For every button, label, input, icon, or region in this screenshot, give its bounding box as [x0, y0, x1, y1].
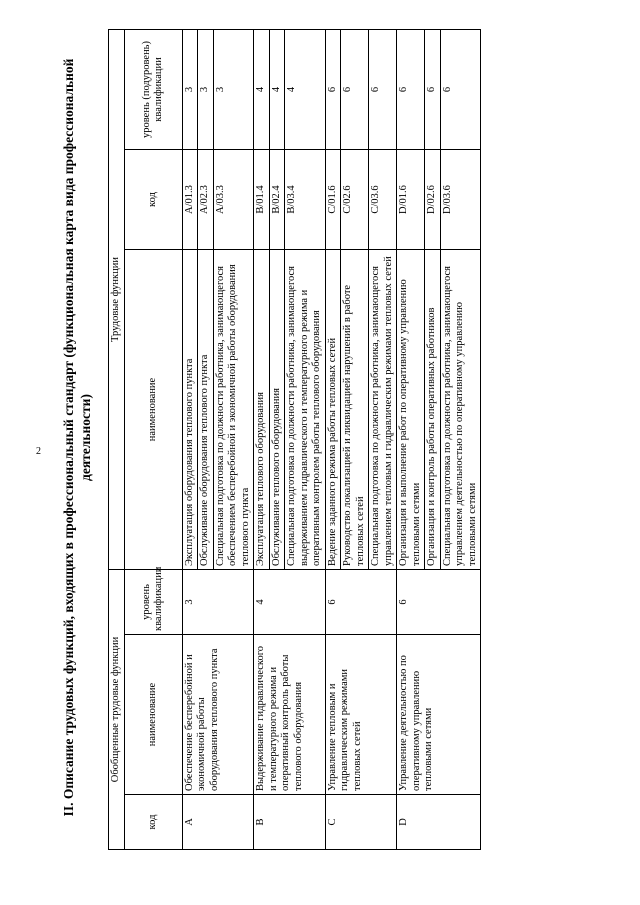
table-row: [254, 29, 270, 849]
group-level: 6: [325, 570, 397, 635]
function-code: A/03.3: [213, 150, 254, 250]
group-name: Управление деятельностью по оперативному управлению тепловыми сетями: [397, 635, 481, 795]
rotated-page: [60, 15, 635, 860]
col-code2: код: [124, 150, 182, 250]
function-code: C/03.6: [369, 150, 397, 250]
function-name: Эксплуатация теплового оборудования: [254, 250, 270, 570]
function-name: Специальная подготовка по должности работника, занимающегося управлением деятельностью по оперативному управлению тепловыми сетями: [440, 250, 481, 570]
function-name: Специальная подготовка по должности работника, занимающегося выдерживанием гидравлического и температурного режима и оперативным контролем работы теплового оборудования: [285, 250, 326, 570]
function-name: Руководство локализацией и ликвидацией нарушений в работе тепловых сетей: [341, 250, 369, 570]
group-code: B: [254, 795, 326, 850]
function-code: B/01.4: [254, 150, 270, 250]
table-body: [182, 29, 481, 849]
function-name: Специальная подготовка по должности работника, занимающегося управлением тепловым и гидравлическим режимами тепловых сетей: [369, 250, 397, 570]
function-code: D/03.6: [440, 150, 481, 250]
group-code: A: [182, 795, 254, 850]
function-code: B/03.4: [285, 150, 326, 250]
function-level: 4: [269, 29, 285, 149]
function-level: 6: [397, 29, 425, 149]
table-row: [182, 29, 198, 849]
function-code: C/02.6: [341, 150, 369, 250]
function-level: 6: [369, 29, 397, 149]
function-level: 6: [440, 29, 481, 149]
col-qual-level: уровень квалификации: [124, 570, 182, 635]
group-code: D: [397, 795, 481, 850]
group-level: 6: [397, 570, 481, 635]
function-level: 6: [325, 29, 341, 149]
function-name: Обслуживание оборудования теплового пункта: [198, 250, 214, 570]
function-level: 6: [425, 29, 441, 149]
function-name: Обслуживание теплового оборудования: [269, 250, 285, 570]
function-level: 6: [341, 29, 369, 149]
table-row: [397, 29, 425, 849]
function-level: 3: [213, 29, 254, 149]
function-code: B/02.4: [269, 150, 285, 250]
function-code: D/02.6: [425, 150, 441, 250]
col-code: код: [124, 795, 182, 850]
function-name: Организация и контроль работы оперативных работников: [425, 250, 441, 570]
group-name: Обеспечение бесперебойной и экономичной работы оборудования теплового пункта: [182, 635, 254, 795]
function-name: Ведение заданного режима работы тепловых сетей: [325, 250, 341, 570]
function-level: 4: [254, 29, 270, 149]
generalized-header: Обобщенные трудовые функции: [109, 570, 125, 850]
labor-header: Трудовые функции: [109, 29, 125, 569]
function-level: 3: [182, 29, 198, 149]
function-code: D/01.6: [397, 150, 425, 250]
function-name: Организация и выполнение работ по оперативному управлению тепловыми сетями: [397, 250, 425, 570]
function-code: A/01.3: [182, 150, 198, 250]
function-name: Эксплуатация оборудования теплового пункта: [182, 250, 198, 570]
table-row: [325, 29, 341, 849]
page-number: 2: [36, 446, 41, 457]
group-level: 3: [182, 570, 254, 635]
function-level: 4: [285, 29, 326, 149]
col-name: наименование: [124, 635, 182, 795]
function-name: Специальная подготовка по должности работника, занимающегося обеспечением бесперебойной и экономичной работы оборудования теплового пункта: [213, 250, 254, 570]
function-code: C/01.6: [325, 150, 341, 250]
col-sublevel: уровень (подуровень) квалификации: [124, 29, 182, 149]
group-name: Управление тепловым и гидравлическим режимами тепловых сетей: [325, 635, 397, 795]
page-title: II. Описание трудовых функций, входящих в профессиональный стандарт (функциональная карта вида профессиональной деятельности): [61, 58, 93, 817]
functions-table: [108, 29, 481, 850]
function-code: A/02.3: [198, 150, 214, 250]
group-code: C: [325, 795, 397, 850]
col-name2: наименование: [124, 250, 182, 570]
function-level: 3: [198, 29, 214, 149]
group-level: 4: [254, 570, 326, 635]
group-name: Выдерживание гидравлического и температурного режима и оперативный контроль работы теплового оборудования: [254, 635, 326, 795]
